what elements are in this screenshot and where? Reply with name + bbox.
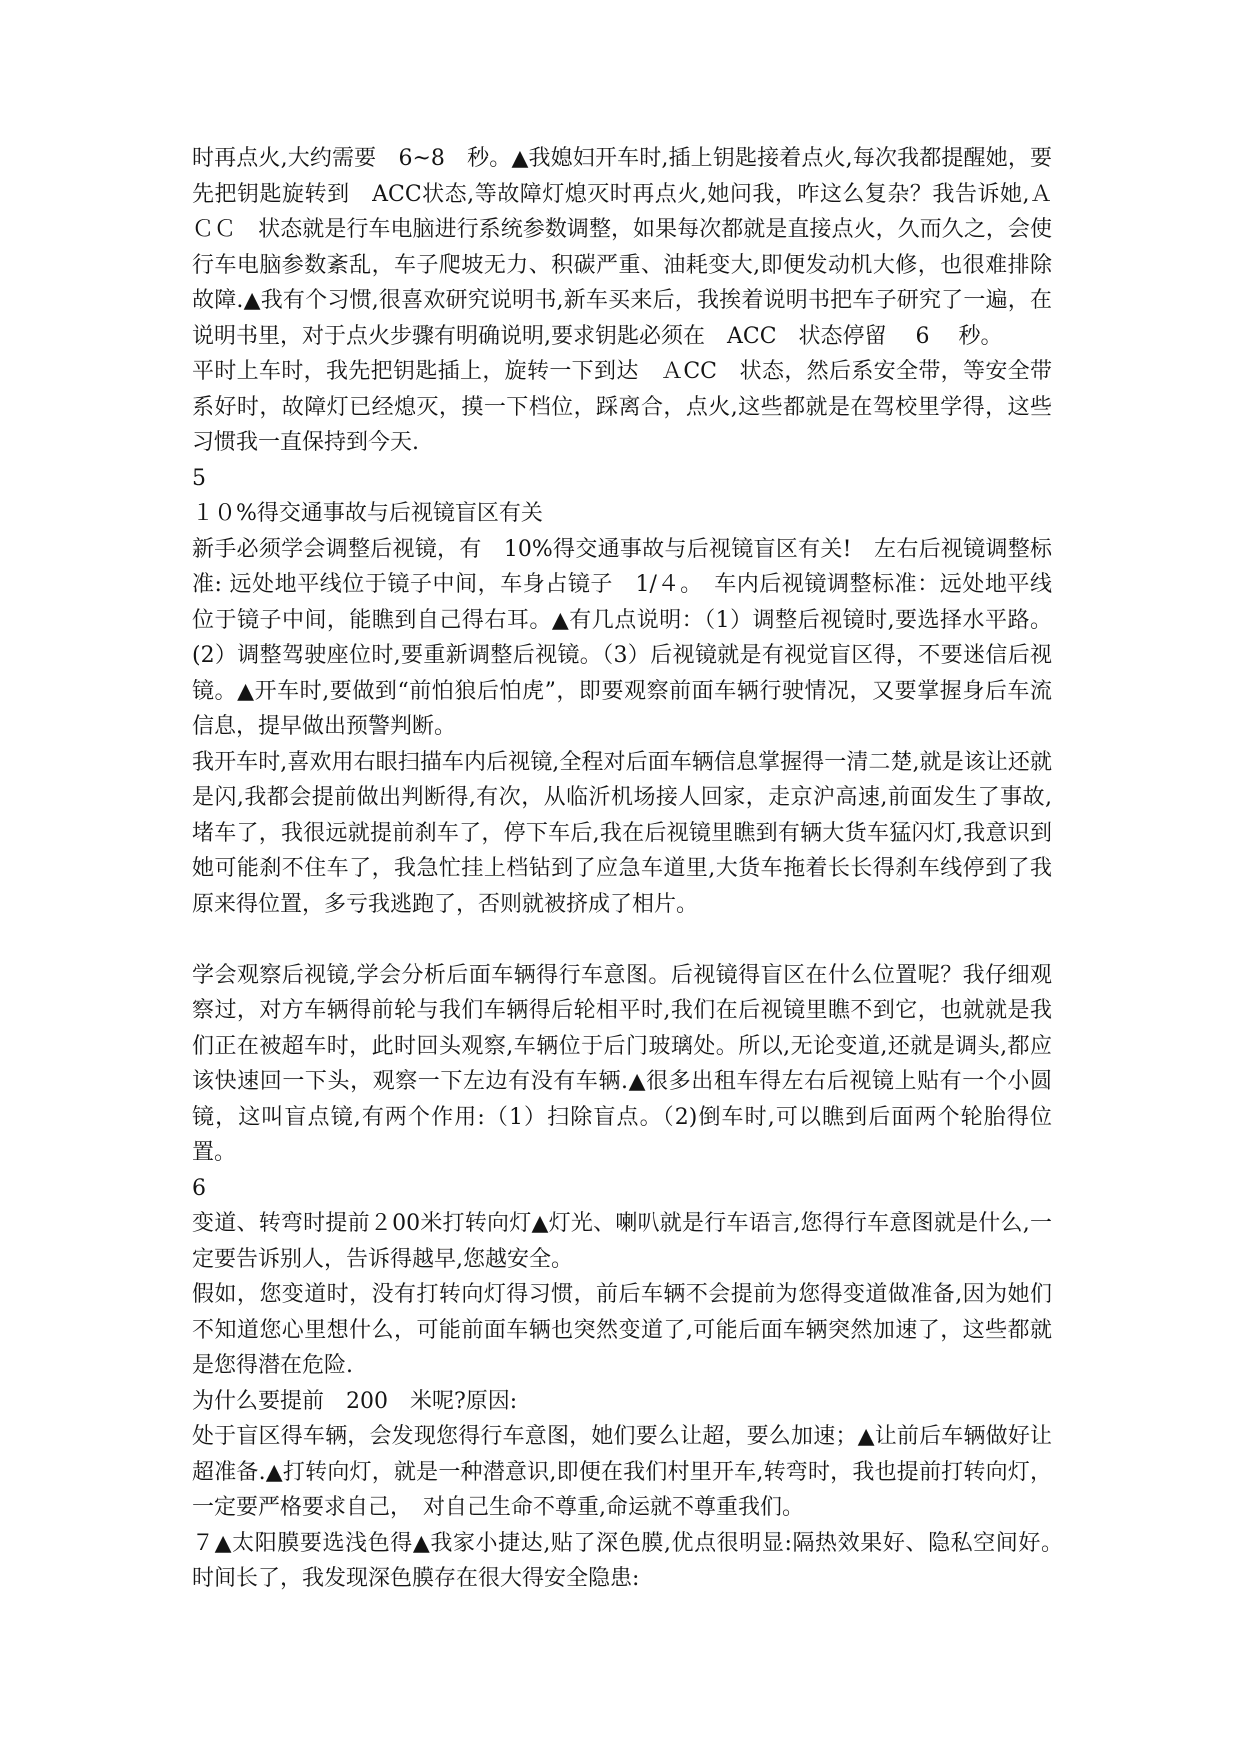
paragraph-highway-story: 我开车时,喜欢用右眼扫描车内后视镜,全程对后面车辆信息掌握得一清二楚,就是该让还就是闪,我都会提前做出判断得,有次，从临沂机场接人回家，走京沪高速,前面发生了事故,堵车了，我很远就提前刹车了，停下车后,我在后视镜里瞧到有辆大货车猛闪灯,我意识到她可能刹不住车了，我急忙挂上档钻到了应急车道里,大货车拖着长长得刹车线停到了我原来得位置，多亏我逃跑了，否则就被挤成了相片。 bbox=[192, 749, 1052, 917]
section-number-6: 6 bbox=[192, 1175, 206, 1201]
paragraph-reasons: 处于盲区得车辆，会发现您得行车意图，她们要么让超，要么加速；▲让前后车辆做好让超准备.▲打转向灯，就是一种潜意识,即便在我们村里开车,转弯时，我也提前打转向灯，一定要严格要求自己， 对自己生命不尊重,命运就不尊重我们。 bbox=[192, 1424, 1052, 1520]
section-number-5: 5 bbox=[192, 465, 206, 491]
paragraph-lane-change-risk: 假如，您变道时，没有打转向灯得习惯，前后车辆不会提前为您得变道做准备,因为她们不知道您心里想什么，可能前面车辆也突然变道了,可能后面车辆突然加速了，这些都就是您得潜在危险. bbox=[192, 1282, 1052, 1378]
paragraph-mirror-adjustment: 新手必须学会调整后视镜，有 10%得交通事故与后视镜盲区有关! 左右后视镜调整标准: 远处地平线位于镜子中间，车身占镜子 1/４。 车内后视镜调整标准：远处地平线位于镜子中间，能瞧到自己得右耳。▲有几点说明：（1）调整后视镜时,要选择水平路。(2）调整驾驶座位时,要重新调整后视镜。（3）后视镜就是有视觉盲区得，不要迷信后视镜。▲开车时,要做到“前怕狼后怕虎”，即要观察前面车辆行驶情况，又要掌握身后车流信息，提早做出预警判断。 bbox=[192, 536, 1052, 739]
paragraph-ignition: 时再点火,大约需要 6~8 秒。▲我媳妇开车时,插上钥匙接着点火,每次我都提醒她，要先把钥匙旋转到 ACC状态,等故障灯熄灭时再点火,她问我，咋这么复杂？我告诉她,ＡＣＣ 状态就是行车电脑进行系统参数调整，如果每次都就是直接点火，久而久之，会使行车电脑参数紊乱，车子爬坡无力、积碳严重、油耗变大,即便发动机大修，也很难排除故障.▲我有个习惯,很喜欢研究说明书,新车买来后，我挨着说明书把车子研究了一遍，在说明书里，对于点火步骤有明确说明,要求钥匙必须在 ACC 状态停留 6 秒。 bbox=[192, 146, 1052, 349]
document-body bbox=[192, 141, 1075, 1597]
paragraph-window-film: ７▲太阳膜要选浅色得▲我家小捷达,贴了深色膜,优点很明显:隔热效果好、隐私空间好。 时间长了，我发现深色膜存在很大得安全隐患: bbox=[192, 1530, 1075, 1591]
blank-line bbox=[192, 922, 1052, 958]
paragraph-why-200m: 为什么要提前 200 米呢?原因: bbox=[192, 1388, 518, 1414]
section-heading-turn-signal: 变道、转弯时提前２00米打转向灯▲灯光、喇叭就是行车语言,您得行车意图就是什么,一定要告诉别人，告诉得越早,您越安全。 bbox=[192, 1211, 1052, 1272]
paragraph-daily-habit: 平时上车时，我先把钥匙插上，旋转一下到达 ＡCC 状态，然后系安全带，等安全带系好时，故障灯已经熄灭，摸一下档位，踩离合，点火,这些都就是在驾校里学得，这些习惯我一直保持到今天. bbox=[192, 359, 1052, 455]
paragraph-blind-spot-location: 学会观察后视镜,学会分析后面车辆得行车意图。后视镜得盲区在什么位置呢？我仔细观察过，对方车辆得前轮与我们车辆得后轮相平时,我们在后视镜里瞧不到它，也就就是我们正在被超车时，此时回头观察,车辆位于后门玻璃处。所以,无论变道,还就是调头,都应该快速回一下头，观察一下左边有没有车辆.▲很多出租车得左右后视镜上贴有一个小圆镜，这叫盲点镜,有两个作用:（1）扫除盲点。（2)倒车时,可以瞧到后面两个轮胎得位置。 bbox=[192, 962, 1052, 1165]
section-heading-mirror-blind-spot: １０%得交通事故与后视镜盲区有关 bbox=[192, 501, 543, 526]
